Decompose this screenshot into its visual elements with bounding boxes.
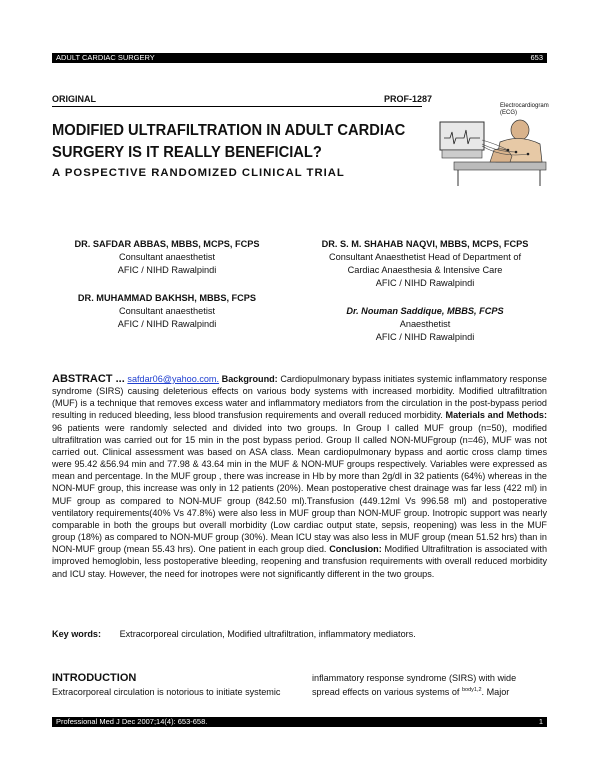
abstract-heading: ABSTRACT ... xyxy=(52,373,125,385)
citation: Professional Med J Dec 2007;14(4): 653-658. xyxy=(56,717,208,726)
author-department: Cardiac Anaesthesia & Intensive Care xyxy=(347,265,503,275)
conclusion-text: Modified Ultrafiltration is associated with improved hemoglobin, less postoperative bleeding, reopening and transfusion requirements with overall reduced morbidity and ICU stay. However, the need for inotropes were not significantly different in the two groups. xyxy=(52,544,548,579)
background-label: Background: xyxy=(221,374,278,384)
ecg-illustration xyxy=(436,100,548,188)
author-affiliation: Consultant Anaesthetist Head of Department of xyxy=(328,252,522,262)
author-institution: AFIC / NIHD Rawalpindi xyxy=(375,332,475,342)
author-affiliation: Consultant anaesthetist xyxy=(118,306,216,316)
author-affiliation: Anaesthetist xyxy=(399,319,451,329)
author-institution: AFIC / NIHD Rawalpindi xyxy=(117,265,217,275)
section-label: ADULT CARDIAC SURGERY xyxy=(56,53,155,62)
title-line-2: SURGERY IS IT REALLY BENEFICIAL? xyxy=(52,144,322,161)
page-number: 653 xyxy=(530,53,543,62)
intro-right-line-2 xyxy=(312,684,548,698)
author-block-3 xyxy=(300,238,550,290)
article-subtitle: A POSPECTIVE RANDOMIZED CLINICAL TRIAL xyxy=(52,167,345,179)
author-block-1 xyxy=(52,238,282,277)
figure-caption-line-2: (ECG) xyxy=(500,110,517,116)
background-text: Cardiopulmonary bypass initiates systemic inflammatory response syndrome (SIRS) causing deleterious effects on various body systems with increased morbidity. Modified ultrafiltration (MUF) is a technique that removes excess water and inflammatory mediators from the circulation in the post-bypass period resulting in reduced bleeding, less blood transfusion requirements and overall reduced morbidity. xyxy=(52,374,547,421)
author-institution: AFIC / NIHD Rawalpindi xyxy=(375,278,475,288)
keywords-text: Extracorporeal circulation, Modified ultrafiltration, inflammatory mediators. xyxy=(119,629,416,639)
figure-caption-line-1: Electrocardiogram xyxy=(500,103,549,109)
author-affiliation: Consultant anaesthetist xyxy=(118,252,216,262)
author-name: DR. MUHAMMAD BAKHSH, MBBS, FCPS xyxy=(77,293,257,303)
running-header xyxy=(52,53,547,63)
introduction-heading: INTRODUCTION xyxy=(52,672,137,684)
intro-left-column: Extracorporeal circulation is notorious to initiate systemic xyxy=(52,687,281,697)
methods-text: 96 patients were randomly selected and divided into two groups. In Group I called MUF group (n=50), modified ultrafiltration was carried out for 15 min in the post bypass period. Group II called NON-MUFgroup (n=46), MUF was not carried out. Clinical assessment was based on ASA class. Mean cardiopulmonary bypass and aortic cross clamp times were 95.42 &56.94 min and 77.98 & 43.64 min in the MUF & NON-MUF groups respectively. Variables were expressed as mean and percentage. In the MUF group , there was increase in Hb by more than 2g/dl in 32 patients (64%) whereas in the NON-MUF group, this increase was only in 12 patients (20%). Mean postoperative chest drainage was far less (422 ml) in MUF group as compared to NON-MUF group (842.50 ml).Transfusion (449.12ml Vs 996.58 ml) and postoperative ventilatory requirements(40% Vs 47.8%) were also less in MUF group than NON-MUF group. Inotropic support was nearly comparable in both the groups but overall morbidity (Low cardiac output state, sepsis, reopening) was less in the MUF group (18%) as compared to NON-MUF group (30%). Mean ICU stay was also less in MUF group (mean 51.52 hrs) than in NON-MUF group (mean 55.43 hrs). One patient in each group died. xyxy=(52,422,547,555)
abstract xyxy=(52,373,547,580)
author-block-2 xyxy=(52,292,282,331)
article-code: PROF-1287 xyxy=(384,94,433,104)
intro-right-text: spread effects on various systems of xyxy=(312,687,460,698)
conclusion-label: Conclusion: xyxy=(329,544,382,555)
author-institution: AFIC / NIHD Rawalpindi xyxy=(117,319,217,329)
footer-page-number: 1 xyxy=(538,717,543,726)
author-block-4 xyxy=(300,305,550,344)
methods-label: Materials and Methods: xyxy=(445,410,547,421)
title-line-1: MODIFIED ULTRAFILTRATION IN ADULT CARDIAC xyxy=(52,122,406,139)
author-name: Dr. Nouman Saddique, MBBS, FCPS xyxy=(346,306,504,316)
intro-right-line-1: inflammatory response syndrome (SIRS) with wide xyxy=(312,673,517,683)
author-name: DR. SAFDAR ABBAS, MBBS, MCPS, FCPS xyxy=(74,239,260,249)
running-footer xyxy=(52,717,547,727)
keywords xyxy=(52,629,416,639)
intro-right-column xyxy=(312,672,548,698)
citation-superscript: body1,2 xyxy=(461,687,482,693)
author-email-link[interactable]: safdar06@yahoo.com. xyxy=(127,374,220,384)
intro-right-text-end: . Major xyxy=(481,687,510,698)
header-rule xyxy=(52,106,422,107)
article-type: ORIGINAL xyxy=(52,94,96,104)
figure-caption xyxy=(500,103,549,117)
article-title xyxy=(52,120,406,164)
author-name: DR. S. M. SHAHAB NAQVI, MBBS, MCPS, FCPS xyxy=(321,239,529,249)
keywords-label: Key words: xyxy=(52,629,102,639)
